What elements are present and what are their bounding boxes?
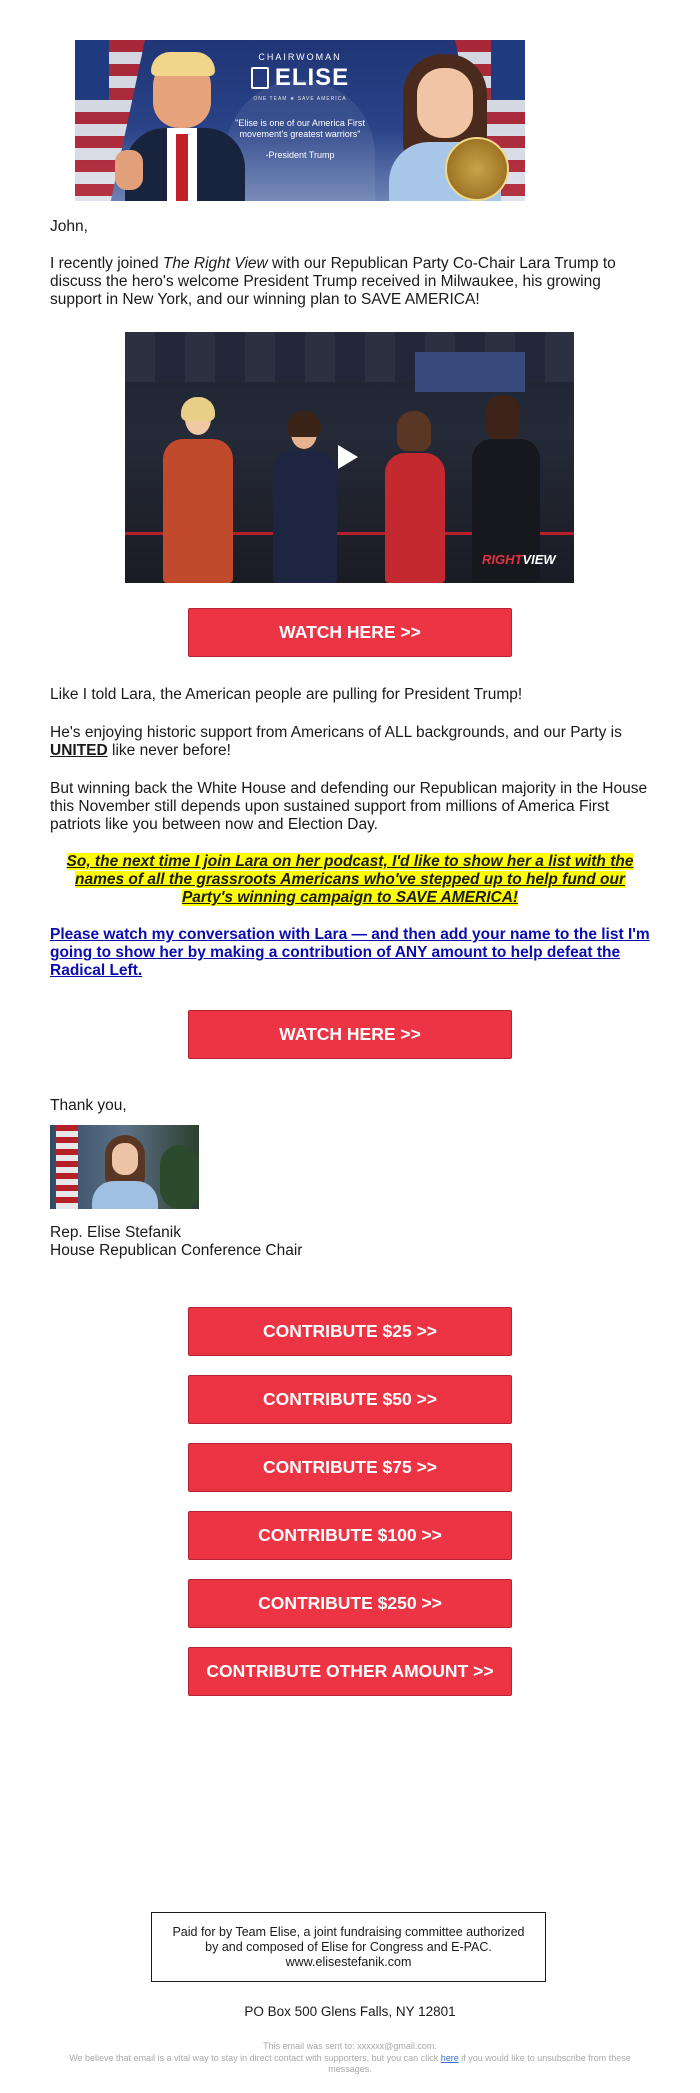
contribute-100-button[interactable]: CONTRIBUTE $100 >> — [188, 1511, 512, 1560]
logo-mark-icon — [251, 67, 269, 89]
contribute-75-button[interactable]: CONTRIBUTE $75 >> — [188, 1443, 512, 1492]
greeting: John, — [50, 218, 88, 235]
mailing-address: PO Box 500 Glens Falls, NY 12801 — [244, 2004, 456, 2019]
signature-name: Rep. Elise Stefanik — [50, 1224, 181, 1241]
contribute-25-button[interactable]: CONTRIBUTE $25 >> — [188, 1307, 512, 1356]
unsubscribe-text-end: if you would like to unsubscribe from these messages. — [328, 2053, 631, 2074]
play-icon[interactable] — [338, 445, 358, 469]
footer-unsubscribe — [50, 2053, 650, 2075]
panelist-3 — [375, 403, 455, 583]
paid-for-text: Paid for by Team Elise, a joint fundraising committee authorized by and composed of Elise for Congress and E-PAC. www.elisestefanik.com — [172, 1924, 525, 1969]
footer-sent-to: This email was sent to: xxxxxx@gmail.com. — [263, 2041, 437, 2051]
video-thumbnail[interactable] — [125, 332, 574, 583]
flag-icon — [56, 1125, 78, 1209]
banner-quote: "Elise is one of our America First movement's greatest warriors" — [235, 118, 365, 139]
paragraph-support-start: He's enjoying historic support from Americans of ALL backgrounds, and our Party is — [50, 724, 622, 741]
highlighted-callout — [50, 853, 650, 907]
signature-title: House Republican Conference Chair — [50, 1242, 303, 1259]
official-seal-icon — [445, 137, 509, 201]
panelist-1 — [153, 383, 243, 583]
banner-center-text — [225, 50, 375, 160]
show-name: The Right View — [162, 255, 268, 272]
plant-icon — [160, 1145, 199, 1209]
contribute-other-button[interactable]: CONTRIBUTE OTHER AMOUNT >> — [188, 1647, 512, 1696]
signature-photo — [50, 1125, 199, 1209]
thumbs-up-icon — [115, 150, 143, 190]
paragraph-intro-start: I recently joined — [50, 255, 163, 272]
signature-block — [50, 1224, 650, 1260]
banner-tagline: ONE TEAM ★ SAVE AMERICA — [253, 96, 347, 102]
elise-logo — [251, 64, 349, 92]
paragraph-intro-end: with our Republican Party Co-Chair Lara Trump to discuss the hero's welcome President Trump received in Milwaukee, his growing support in New York, and our winning plan to SAVE AMERICA! — [50, 255, 616, 308]
paragraph-intro — [50, 255, 650, 309]
paragraph-election: But winning back the White House and defending our Republican majority in the House this November still depends upon sustained support from millions of America First patriots like you between now and Election Day. — [50, 780, 648, 833]
banner-attribution: -President Trump — [265, 150, 335, 160]
right-view-logo: RIGHTVIEW — [482, 552, 556, 567]
united-emphasis: UNITED — [50, 742, 108, 759]
logo-text: ELISE — [274, 64, 350, 91]
header-banner — [75, 40, 525, 201]
watch-here-button[interactable]: WATCH HERE >> — [188, 608, 512, 657]
banner-kicker: CHAIRWOMAN — [258, 52, 342, 62]
watch-here-button-2[interactable]: WATCH HERE >> — [188, 1010, 512, 1059]
contribution-link[interactable]: Please watch my conversation with Lara — and then add your name to the list I'm going to show her by making a contribution of ANY amount to help defeat the Radical Left. — [50, 926, 650, 979]
panelist-2 — [265, 403, 345, 583]
paragraph-lara: Like I told Lara, the American people are pulling for President Trump! — [50, 686, 523, 703]
highlighted-callout-text: So, the next time I join Lara on her podcast, I'd like to show her a list with the names of all the grassroots Americans who've stepped up to help fund our Party's winning campaign to SAVE AMERICA! — [66, 853, 634, 906]
paragraph-support-end: like never before! — [107, 742, 231, 759]
paragraph-support — [50, 724, 650, 760]
paid-for-disclaimer — [151, 1912, 546, 1982]
contribute-50-button[interactable]: CONTRIBUTE $50 >> — [188, 1375, 512, 1424]
unsubscribe-text-start: We believe that email is a vital way to stay in direct contact with supporters, but you can click — [69, 2053, 441, 2063]
signoff: Thank you, — [50, 1097, 127, 1114]
unsubscribe-link[interactable]: here — [440, 2053, 459, 2063]
contribute-250-button[interactable]: CONTRIBUTE $250 >> — [188, 1579, 512, 1628]
flag-canton-left — [75, 40, 109, 100]
